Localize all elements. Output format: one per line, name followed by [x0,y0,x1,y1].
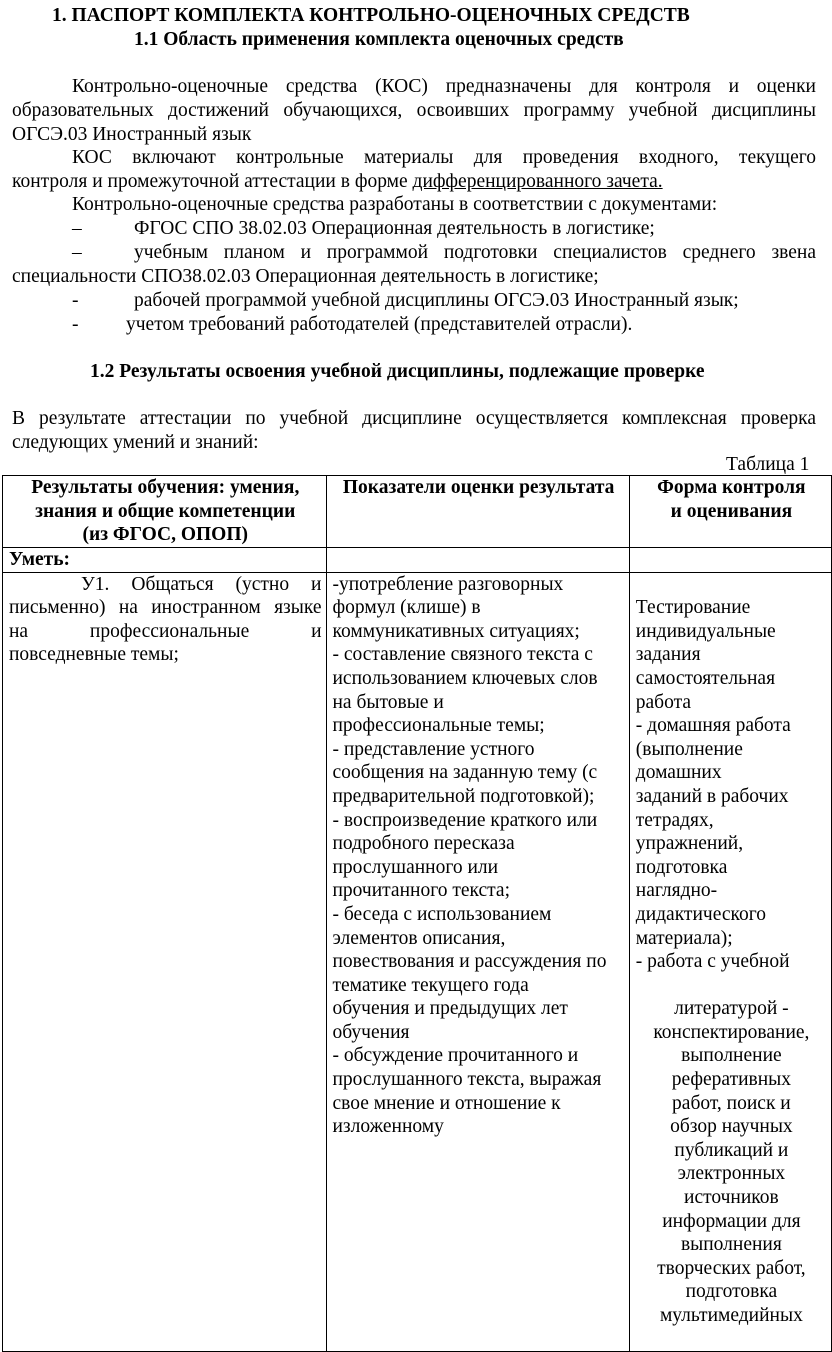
table-caption: Таблица 1 [726,454,810,475]
underlined-term: дифференцированного зачета. [412,171,663,192]
control-form-cell [629,572,831,1352]
paragraph-1-line-1: Контрольно-оценочные средства (КОС) предназначены для контроля и оценки [72,76,816,97]
paragraph-2-line-2 [12,170,663,194]
control-form-text-centered: литературой - конспектирование, выполнение реферативных работ, поиск и обзор научных публикаций и электронных источников информации для выполнения творческих работ, подготовка мультимедийных [653,998,810,1326]
skill-line-2: письменно) на иностранном языке [9,597,322,619]
empty-cell [326,548,629,573]
control-form-text: Тестирование индивидуальные задания самостоятельная работа - домашняя работа (выполнение домашних заданий в рабочих тетрадях, упражнений, подготовка наглядно- дидактического материала); - работа с учебной [635,597,791,973]
section-label-cell: Уметь: [3,548,327,573]
paragraph-1-line-2: образовательных достижений обучающихся, освоивших программу учебной дисциплины [12,100,816,121]
list-marker-2: – [72,242,82,263]
paragraph-2-text: контроля и промежуточной аттестации в форме [12,171,413,192]
header-cell-results: Результаты обучения: умения, знания и общие компетенции (из ФГОС, ОПОП) [3,476,327,548]
header-cell-control-form: Форма контроля и оценивания [629,476,831,548]
results-table [2,475,832,1352]
list-marker-1: – [72,218,82,239]
section-heading-1-1: 1.1 Область применения комплекта оценочных средств [134,29,624,50]
list-item-3: рабочей программой учебной дисциплины ОГСЭ.03 Иностранный язык; [134,290,739,311]
list-marker-3: - [72,290,79,311]
paragraph-1-line-3: ОГСЭ.03 Иностранный язык [12,124,252,145]
skill-line-1: У1. Общаться (устно и [81,573,322,595]
list-item-2-line-1: учебным планом и программой подготовки специалистов среднего звена [134,242,816,263]
list-marker-4: - [72,314,79,335]
list-item-1: ФГОС СПО 38.02.03 Операционная деятельность в логистике; [134,218,655,239]
skill-cell [3,572,327,1352]
table-section-row [3,548,832,573]
header-cell-indicators: Показатели оценки результата [326,476,629,548]
list-item-4: учетом требований работодателей (представителей отрасли). [126,314,633,335]
list-item-2-line-2: специальности СПО38.02.03 Операционная деятельность в логистике; [12,266,599,287]
table-header-row [3,476,832,548]
table-row [3,572,832,1352]
indicators-cell: -употребление разговорных формул (клише) в коммуникативных ситуациях; - составление связного текста с использованием ключевых слов на бытовые и профессиональные темы; - представление устного сообщения на заданную тему (с предварительной подготовкой); - воспроизведение краткого или подробного пересказа прослушанного или прочитанного текста; - беседа с использованием элементов описания, повествования и рассуждения по тематике текущего года обучения и предыдущих лет обучения - обсуждение прочитанного и прослушанного текста, выражая свое мнение и отношение к изложенному [326,572,629,1352]
paragraph-3: Контрольно-оценочные средства разработаны в соответствии с документами: [72,194,718,215]
skill-line-3: на профессиональные и [9,620,322,642]
section-heading-1-2: 1.2 Результаты освоения учебной дисциплины, подлежащие проверке [90,361,705,382]
paragraph-4-line-1: В результате аттестации по учебной дисциплине осуществляется комплексная проверка [12,408,816,429]
paragraph-4-line-2: следующих умений и знаний: [12,432,259,453]
section-heading-1: 1. ПАСПОРТ КОМПЛЕКТА КОНТРОЛЬНО-ОЦЕНОЧНЫХ СРЕДСТВ [52,5,690,26]
empty-cell [629,548,831,573]
skill-line-4: повседневные темы; [9,644,179,666]
paragraph-2-line-1: КОС включают контрольные материалы для проведения входного, текущего [72,147,816,168]
